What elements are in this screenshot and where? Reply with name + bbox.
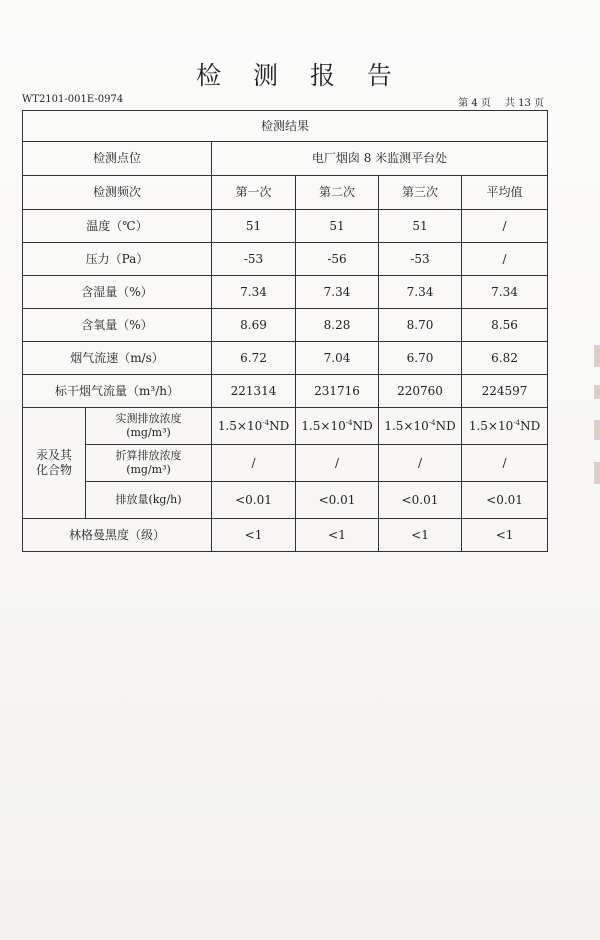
table-cell: 220760 [379, 375, 462, 408]
table-cell: $1.5\times 10^{-4}ND$ [296, 408, 379, 445]
table-row [23, 176, 548, 210]
row-label: 排放量(kg/h) [86, 482, 212, 519]
table-cell: 8.56 [462, 309, 548, 342]
table-cell: <0.01 [296, 482, 379, 519]
column-header: 平均值 [462, 176, 548, 210]
table-cell: -56 [296, 243, 379, 276]
results-table [22, 110, 548, 552]
table-row [23, 243, 548, 276]
table-cell: 8.28 [296, 309, 379, 342]
table-cell: 6.82 [462, 342, 548, 375]
table-cell: / [379, 445, 462, 482]
table-cell: <1 [296, 519, 379, 552]
measured-label: 实测排放浓度 [115, 412, 182, 426]
table-row [23, 408, 548, 445]
table-cell: 7.34 [462, 276, 548, 309]
table-cell: $1.5\times 10^{-4}ND$ [379, 408, 462, 445]
section-title: 检测结果 [23, 111, 548, 142]
table-cell: 224597 [462, 375, 548, 408]
table-cell: 6.72 [212, 342, 296, 375]
converted-unit: (mg/m³) [126, 463, 171, 476]
table-row [23, 111, 548, 142]
table-cell: 7.04 [296, 342, 379, 375]
group-label-mercury [23, 408, 86, 519]
edge-mark [594, 345, 600, 367]
table-cell: 221314 [212, 375, 296, 408]
row-label [86, 445, 212, 482]
page-current: 第 4 页 [458, 98, 491, 109]
table-cell: / [462, 445, 548, 482]
table-cell: <0.01 [212, 482, 296, 519]
table-cell: <0.01 [379, 482, 462, 519]
table-cell: <0.01 [462, 482, 548, 519]
group-label-line: 汞及其 [35, 448, 72, 462]
column-header: 第二次 [296, 176, 379, 210]
table-cell: -53 [379, 243, 462, 276]
table-cell: / [462, 243, 548, 276]
row-label: 烟气流速（m/s） [23, 342, 212, 375]
page-indicator [444, 94, 544, 109]
measured-unit: (mg/m³) [126, 426, 171, 439]
table-row [23, 375, 548, 408]
monitoring-point: 电厂烟囱 8 米监测平台处 [212, 142, 548, 176]
table-cell: 51 [212, 210, 296, 243]
row-label [86, 408, 212, 445]
table-cell: / [462, 210, 548, 243]
row-label: 林格曼黑度（级） [23, 519, 212, 552]
table-cell: 8.69 [212, 309, 296, 342]
row-label: 含湿量（%） [23, 276, 212, 309]
table-cell: 8.70 [379, 309, 462, 342]
converted-label: 折算排放浓度 [115, 449, 182, 463]
table-cell: / [212, 445, 296, 482]
table-cell: 7.34 [379, 276, 462, 309]
table-row [23, 342, 548, 375]
table-row [23, 142, 548, 176]
table-cell: / [296, 445, 379, 482]
table-cell: <1 [379, 519, 462, 552]
column-header: 第三次 [379, 176, 462, 210]
row-label: 检测点位 [23, 142, 212, 176]
table-cell: <1 [462, 519, 548, 552]
table-cell: -53 [212, 243, 296, 276]
table-cell: 7.34 [212, 276, 296, 309]
table-cell: 51 [379, 210, 462, 243]
table-cell: 6.70 [379, 342, 462, 375]
row-label: 压力（Pa） [23, 243, 212, 276]
group-label-line: 化合物 [35, 463, 72, 477]
edge-mark [594, 385, 600, 399]
row-label: 温度（℃） [23, 210, 212, 243]
table-cell: 51 [296, 210, 379, 243]
page-title: 检 测 报 告 [196, 61, 404, 90]
table-row [23, 482, 548, 519]
report-number: WT2101-001E-0974 [22, 94, 124, 105]
table-row [23, 210, 548, 243]
row-label: 标干烟气流量（m³/h） [23, 375, 212, 408]
row-label: 检测频次 [23, 176, 212, 210]
table-row [23, 276, 548, 309]
table-cell: $1.5\times 10^{-4}ND$ [212, 408, 296, 445]
table-cell: <1 [212, 519, 296, 552]
column-header: 第一次 [212, 176, 296, 210]
table-cell: 7.34 [296, 276, 379, 309]
page-total: 共 13 页 [504, 98, 544, 109]
table-cell: $1.5\times 10^{-4}ND$ [462, 408, 548, 445]
table-row [23, 445, 548, 482]
edge-mark [594, 462, 600, 484]
edge-mark [594, 420, 600, 440]
table-row [23, 519, 548, 552]
table-cell: 231716 [296, 375, 379, 408]
table-row [23, 309, 548, 342]
row-label: 含氧量（%） [23, 309, 212, 342]
